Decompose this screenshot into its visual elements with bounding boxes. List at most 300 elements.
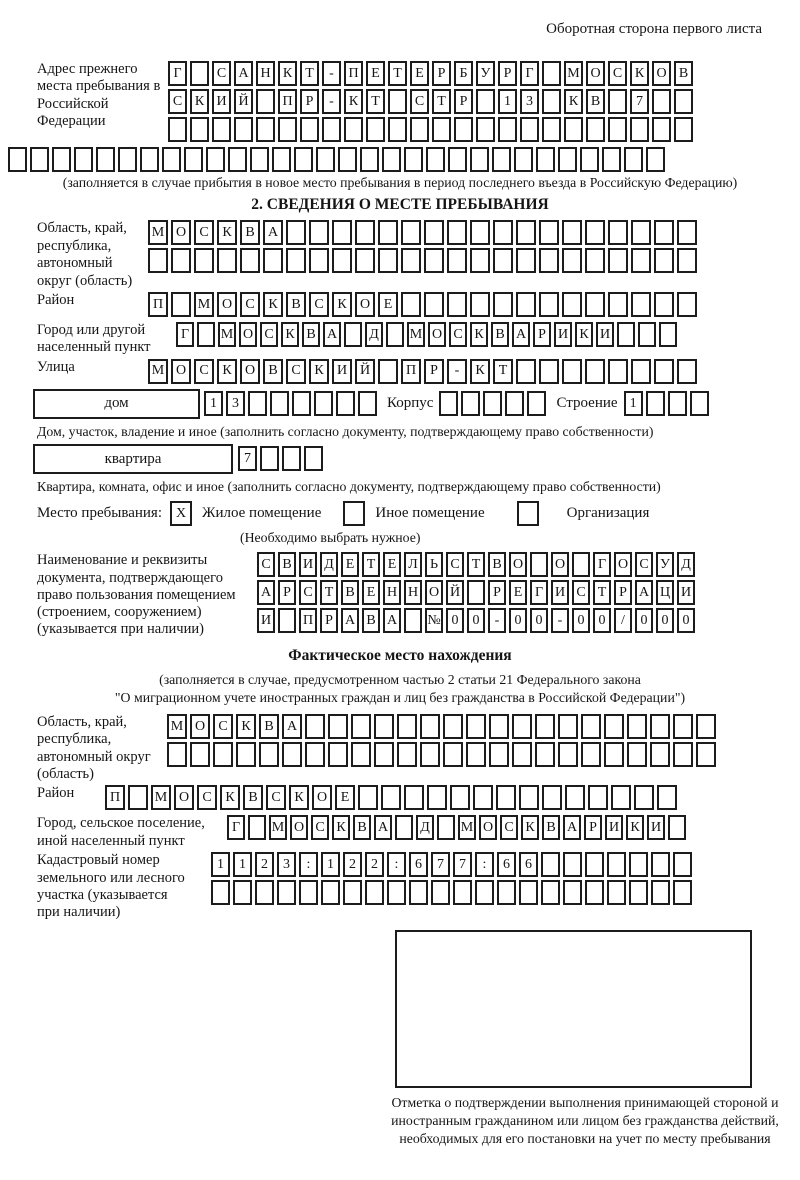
place-type-note: (Необходимо выбрать нужное) [240, 530, 421, 546]
place-opt1-label: Жилое помещение [202, 505, 322, 522]
char-box [563, 852, 582, 877]
char-box: О [586, 61, 605, 86]
char-box: - [322, 89, 341, 114]
s3-oblast-row-1 [167, 714, 800, 739]
s2-raion-label: Район [37, 291, 75, 308]
char-box: 1 [211, 852, 230, 877]
char-box: В [259, 714, 279, 739]
char-box [489, 714, 509, 739]
char-box [355, 220, 375, 245]
char-box: Й [234, 89, 253, 114]
char-box [519, 785, 539, 810]
char-box: А [341, 608, 359, 633]
char-box [420, 742, 440, 767]
char-box [255, 880, 274, 905]
char-box: А [257, 580, 275, 605]
char-box [673, 852, 692, 877]
char-box [630, 117, 649, 142]
char-box [654, 292, 674, 317]
char-box: Й [355, 359, 375, 384]
char-box: 3 [277, 852, 296, 877]
char-box [475, 880, 494, 905]
char-box [517, 501, 539, 526]
char-box: Р [584, 815, 602, 840]
char-box: В [586, 89, 605, 114]
char-box [473, 785, 493, 810]
s3-gorod-label: Город, сельское поселение, иной населенный пункт [37, 815, 205, 849]
char-box [167, 742, 187, 767]
char-box: 1 [233, 852, 252, 877]
char-box [677, 220, 697, 245]
char-box [476, 89, 495, 114]
char-box [118, 147, 137, 172]
s2-oblast-label: Область, край, республика, автономный округ (область) [37, 220, 133, 289]
char-box [654, 248, 674, 273]
char-box [673, 880, 692, 905]
s2-gorod-row [176, 322, 800, 347]
char-box: А [263, 220, 283, 245]
char-box [541, 852, 560, 877]
char-box [539, 248, 559, 273]
char-box [586, 117, 605, 142]
char-box: Т [432, 89, 451, 114]
place-opt3-label: Организация [566, 505, 650, 522]
char-box: И [551, 580, 569, 605]
char-box: П [401, 359, 421, 384]
char-box: : [475, 852, 494, 877]
char-box [520, 117, 539, 142]
char-box [259, 742, 279, 767]
char-box [277, 880, 296, 905]
char-box: В [302, 322, 320, 347]
char-box [240, 248, 260, 273]
char-box: 0 [572, 608, 590, 633]
char-box [611, 785, 631, 810]
char-box [388, 117, 407, 142]
char-box: Р [498, 61, 517, 86]
char-box [366, 117, 385, 142]
char-box [673, 742, 693, 767]
char-box: К [217, 220, 237, 245]
char-box: Г [530, 580, 548, 605]
char-box [328, 714, 348, 739]
place-opt1-checkbox [170, 501, 192, 526]
char-box [343, 880, 362, 905]
dom-row [33, 389, 800, 419]
char-box: А [374, 815, 392, 840]
char-box: К [263, 292, 283, 317]
char-box [190, 742, 210, 767]
char-box: 1 [204, 391, 223, 416]
s3-oblast-label: Область, край, республика, автономный округ (область) [37, 713, 151, 782]
char-box [516, 292, 536, 317]
char-box [260, 446, 279, 471]
char-box: В [674, 61, 693, 86]
section3-title: Фактическое место нахождения [288, 646, 512, 664]
char-box [236, 742, 256, 767]
char-box [450, 785, 470, 810]
char-box [627, 714, 647, 739]
char-box [351, 742, 371, 767]
char-box [519, 880, 538, 905]
char-box: С [213, 714, 233, 739]
doc-row-2 [257, 580, 800, 605]
char-box: С [449, 322, 467, 347]
char-box: - [322, 61, 341, 86]
char-box: Е [362, 580, 380, 605]
char-box [646, 147, 665, 172]
char-box: В [353, 815, 371, 840]
char-box: Р [488, 580, 506, 605]
char-box [654, 359, 674, 384]
char-box: К [236, 714, 256, 739]
char-box: Г [593, 552, 611, 577]
section2-title: 2. СВЕДЕНИЯ О МЕСТЕ ПРЕБЫВАНИЯ [251, 195, 549, 213]
char-box [631, 359, 651, 384]
char-box: № [425, 608, 443, 633]
char-box [654, 220, 674, 245]
char-box: К [332, 815, 350, 840]
char-box: Т [493, 359, 513, 384]
korpus-label: Корпус [387, 395, 434, 412]
kvartira-caption: Квартира, комната, офис и иное (заполнить согласно документу, подтверждающему право собственности) [37, 478, 661, 494]
char-box [497, 880, 516, 905]
char-box [437, 815, 455, 840]
char-box [470, 248, 490, 273]
char-box: 1 [321, 852, 340, 877]
char-box [316, 147, 335, 172]
char-box: Й [446, 580, 464, 605]
char-box: 0 [467, 608, 485, 633]
char-box: М [458, 815, 476, 840]
char-box [453, 880, 472, 905]
s3-kadastr-field [0, 852, 800, 922]
char-box [674, 117, 693, 142]
char-box [401, 292, 421, 317]
char-box [171, 248, 191, 273]
s3-raion-label: Район [37, 785, 75, 802]
char-box: А [563, 815, 581, 840]
char-box: С [309, 292, 329, 317]
char-box [212, 117, 231, 142]
char-box: Р [300, 89, 319, 114]
s2-gorod-label: Город или другой населенный пункт [37, 321, 151, 356]
char-box: 0 [446, 608, 464, 633]
char-box [360, 147, 379, 172]
char-box [304, 446, 323, 471]
char-box [483, 391, 502, 416]
char-box [309, 220, 329, 245]
char-box: 0 [530, 608, 548, 633]
char-box: О [509, 552, 527, 577]
char-box [386, 322, 404, 347]
s3-kadastr-label: Кадастровый номер земельного или лесного участка (указывается при наличии) [37, 852, 185, 921]
char-box [162, 147, 181, 172]
char-box [657, 785, 677, 810]
char-box [539, 220, 559, 245]
stroenie-cells [624, 391, 709, 416]
char-box: А [383, 608, 401, 633]
char-box: С [500, 815, 518, 840]
char-box: Д [365, 322, 383, 347]
char-box: Г [168, 61, 187, 86]
char-box [314, 391, 333, 416]
char-box: Е [378, 292, 398, 317]
char-box: Т [593, 580, 611, 605]
char-box: Т [366, 89, 385, 114]
char-box [233, 880, 252, 905]
char-box: К [626, 815, 644, 840]
char-box [344, 322, 362, 347]
char-box [651, 880, 670, 905]
char-box: А [234, 61, 253, 86]
char-box: И [647, 815, 665, 840]
char-box [217, 248, 237, 273]
char-box: К [289, 785, 309, 810]
char-box: О [239, 322, 257, 347]
char-box: Б [454, 61, 473, 86]
dom-cells [204, 391, 377, 416]
char-box [8, 147, 27, 172]
char-box: И [299, 552, 317, 577]
char-box [286, 248, 306, 273]
char-box [300, 117, 319, 142]
char-box [250, 147, 269, 172]
char-box: Е [335, 785, 355, 810]
char-box: С [446, 552, 464, 577]
char-box [516, 248, 536, 273]
char-box: М [269, 815, 287, 840]
char-box: Е [509, 580, 527, 605]
char-box [395, 815, 413, 840]
char-box: М [194, 292, 214, 317]
char-box: Е [366, 61, 385, 86]
char-box [489, 742, 509, 767]
char-box [424, 248, 444, 273]
char-box [409, 880, 428, 905]
char-box [234, 117, 253, 142]
char-box: Т [467, 552, 485, 577]
char-box [696, 714, 716, 739]
char-box [585, 359, 605, 384]
dom-caption: Дом, участок, владение и иное (заполнить согласно документу, подтверждающему право собственности) [37, 423, 654, 439]
prev-address-row-3 [168, 117, 800, 142]
char-box: С [266, 785, 286, 810]
char-box [374, 742, 394, 767]
char-box: В [341, 580, 359, 605]
prev-address-row-4 [8, 147, 800, 172]
char-box [585, 880, 604, 905]
char-box [581, 742, 601, 767]
char-box [608, 89, 627, 114]
char-box [514, 147, 533, 172]
char-box [387, 880, 406, 905]
char-box [498, 117, 517, 142]
char-box [378, 248, 398, 273]
prev-address-caption: (заполняется в случае прибытия в новое место пребывания в период последнего въезда в Российскую Федерацию) [62, 174, 738, 190]
char-box [282, 446, 301, 471]
char-box [294, 147, 313, 172]
char-box: Л [404, 552, 422, 577]
char-box [542, 117, 561, 142]
char-box [96, 147, 115, 172]
char-box: М [151, 785, 171, 810]
char-box: 7 [238, 446, 257, 471]
char-box: X [170, 501, 192, 526]
char-box [448, 147, 467, 172]
char-box [652, 117, 671, 142]
char-box [627, 742, 647, 767]
char-box: О [428, 322, 446, 347]
char-box: Г [227, 815, 245, 840]
char-box [631, 248, 651, 273]
back-side-note: Оборотная сторона первого листа [546, 21, 762, 37]
char-box: К [332, 292, 352, 317]
char-box [404, 608, 422, 633]
char-box [585, 852, 604, 877]
char-box [140, 147, 159, 172]
char-box [493, 292, 513, 317]
char-box [256, 89, 275, 114]
char-box: 7 [630, 89, 649, 114]
char-box [447, 248, 467, 273]
char-box [558, 742, 578, 767]
char-box [516, 220, 536, 245]
char-box: К [564, 89, 583, 114]
char-box [608, 359, 628, 384]
char-box: В [240, 220, 260, 245]
char-box: 3 [520, 89, 539, 114]
char-box: К [217, 359, 237, 384]
char-box [624, 147, 643, 172]
char-box: П [148, 292, 168, 317]
char-box [466, 714, 486, 739]
s2-oblast-row-1 [148, 220, 800, 245]
char-box [634, 785, 654, 810]
char-box: - [551, 608, 569, 633]
char-box: И [212, 89, 231, 114]
place-type-row [37, 501, 800, 526]
char-box [542, 89, 561, 114]
char-box: М [218, 322, 236, 347]
char-box: 1 [624, 391, 643, 416]
char-box [447, 292, 467, 317]
s3-raion-row [105, 785, 800, 810]
char-box [248, 391, 267, 416]
place-opt2-checkbox [343, 501, 365, 526]
char-box: С [410, 89, 429, 114]
char-box [128, 785, 148, 810]
char-box [674, 89, 693, 114]
char-box: 0 [509, 608, 527, 633]
char-box [696, 742, 716, 767]
char-box: А [512, 322, 530, 347]
char-box [322, 117, 341, 142]
char-box [558, 714, 578, 739]
char-box: С [257, 552, 275, 577]
char-box [470, 292, 490, 317]
char-box [420, 714, 440, 739]
char-box: 6 [409, 852, 428, 877]
prev-address-rows [168, 61, 800, 145]
char-box [651, 852, 670, 877]
char-box: Ц [656, 580, 674, 605]
char-box: О [171, 220, 191, 245]
char-box [542, 61, 561, 86]
char-box [256, 117, 275, 142]
char-box [558, 147, 577, 172]
char-box: С [311, 815, 329, 840]
char-box [535, 714, 555, 739]
char-box: П [299, 608, 317, 633]
s2-ulitsa-row [148, 359, 800, 384]
char-box: - [447, 359, 467, 384]
char-box [443, 742, 463, 767]
prev-address-row-2 [168, 89, 800, 114]
char-box: О [190, 714, 210, 739]
s2-raion-row [148, 292, 800, 317]
char-box: В [243, 785, 263, 810]
char-box [668, 391, 687, 416]
char-box [278, 608, 296, 633]
char-box [168, 117, 187, 142]
char-box: К [521, 815, 539, 840]
char-box [539, 292, 559, 317]
char-box [466, 742, 486, 767]
place-opt3-checkbox [517, 501, 539, 526]
char-box [512, 714, 532, 739]
char-box: 2 [365, 852, 384, 877]
char-box: В [278, 552, 296, 577]
char-box [299, 880, 318, 905]
char-box: Т [362, 552, 380, 577]
char-box [604, 714, 624, 739]
char-box: Т [300, 61, 319, 86]
char-box [588, 785, 608, 810]
char-box: Е [383, 552, 401, 577]
char-box: А [323, 322, 341, 347]
char-box: 1 [498, 89, 517, 114]
char-box: О [312, 785, 332, 810]
char-box [602, 147, 621, 172]
char-box [206, 147, 225, 172]
char-box [443, 714, 463, 739]
char-box [358, 785, 378, 810]
doc-field [0, 552, 800, 638]
char-box: С [286, 359, 306, 384]
char-box [608, 220, 628, 245]
char-box: О [355, 292, 375, 317]
doc-row-3 [257, 608, 800, 633]
char-box [401, 220, 421, 245]
char-box: Р [320, 608, 338, 633]
s2-ulitsa-label: Улица [37, 358, 75, 375]
char-box: 2 [343, 852, 362, 877]
char-box: К [278, 61, 297, 86]
char-box [496, 785, 516, 810]
char-box [374, 714, 394, 739]
char-box [338, 147, 357, 172]
char-box [382, 147, 401, 172]
char-box [493, 248, 513, 273]
char-box: 7 [453, 852, 472, 877]
char-box [351, 714, 371, 739]
char-box [332, 220, 352, 245]
char-box [305, 714, 325, 739]
section3-subtitle-2: "О миграционном учете иностранных граждан и лиц без гражданства в Российской Федерации") [114, 689, 686, 705]
prev-address-label: Адрес прежнего места пребывания в Российской Федерации [37, 60, 161, 129]
char-box [228, 147, 247, 172]
